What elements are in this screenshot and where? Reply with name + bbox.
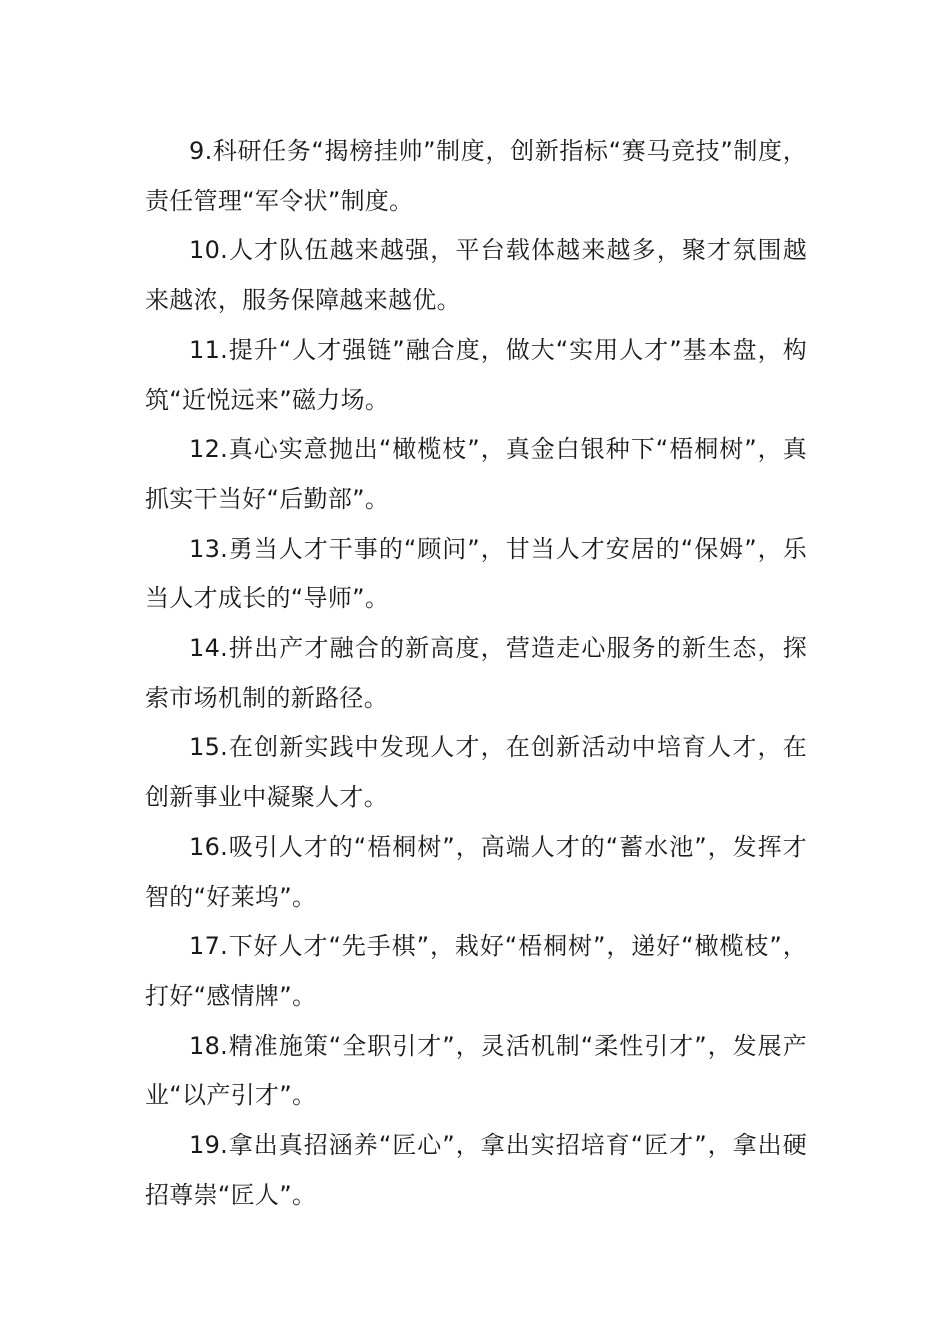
- paragraph-9: 9.科研任务“揭榜挂帅”制度，创新指标“赛马竞技”制度，责任管理“军令状”制度。: [145, 137, 807, 215]
- paragraph-10: 10.人才队伍越来越强，平台载体越来越多，聚才氛围越来越浓，服务保障越来越优。: [145, 236, 807, 315]
- document-body: [145, 127, 807, 1220]
- paragraph-17: 17.下好人才“先手棋”，栽好“梧桐树”，递好“橄榄枝”，打好“感情牌”。: [145, 932, 807, 1010]
- paragraph-19: 19.拿出真招涵养“匠心”，拿出实招培育“匠才”，拿出硬招尊崇“匠人”。: [145, 1131, 807, 1209]
- paragraph-12: 12.真心实意抛出“橄榄枝”，真金白银种下“梧桐树”，真抓实干当好“后勤部”。: [145, 435, 807, 513]
- paragraph-15: 15.在创新实践中发现人才，在创新活动中培育人才，在创新事业中凝聚人才。: [145, 733, 807, 812]
- paragraph-11: 11.提升“人才强链”融合度，做大“实用人才”基本盘，构筑“近悦远来”磁力场。: [145, 335, 807, 414]
- paragraph-13: 13.勇当人才干事的“顾问”，甘当人才安居的“保姆”，乐当人才成长的“导师”。: [145, 534, 807, 613]
- paragraph-14: 14.拼出产才融合的新高度，营造走心服务的新生态，探索市场机制的新路径。: [145, 634, 807, 712]
- paragraph-16: 16.吸引人才的“梧桐树”，高端人才的“蓄水池”，发挥才智的“好莱坞”。: [145, 832, 807, 911]
- paragraph-18: 18.精准施策“全职引才”，灵活机制“柔性引才”，发展产业“以产引才”。: [145, 1031, 807, 1110]
